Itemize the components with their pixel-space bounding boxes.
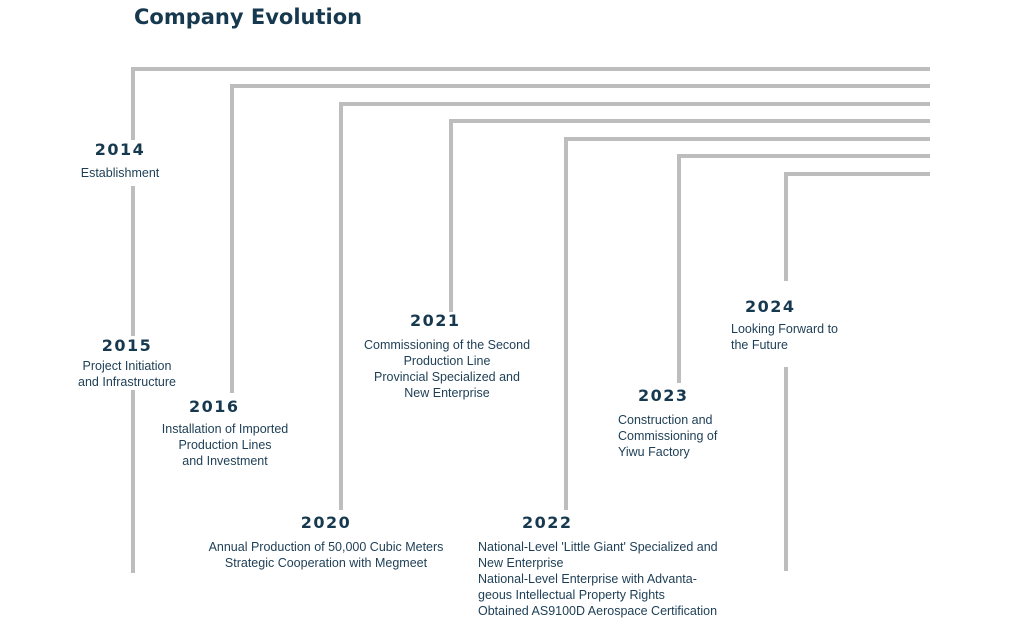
event-year: 2015: [101, 336, 153, 355]
event-2016: [145, 397, 305, 469]
event-desc-line: Installation of Imported: [161, 422, 289, 436]
event-2024: [731, 297, 861, 353]
event-desc-line: New Enterprise: [478, 556, 564, 570]
event-desc-line: National-Level Enterprise with Advanta-: [478, 572, 697, 586]
event-description: [478, 539, 748, 619]
event-year: 2021: [410, 311, 461, 330]
event-desc-line: and Investment: [182, 454, 268, 468]
event-year: 2014: [94, 140, 146, 159]
event-desc-line: Establishment: [70, 165, 170, 181]
event-desc-line: Obtained AS9100D Aerospace Certification: [478, 604, 718, 618]
event-desc-line: Strategic Cooperation with Megmeet: [224, 556, 428, 570]
event-desc-line: Construction and: [618, 413, 713, 427]
event-year: 2024: [745, 297, 796, 316]
event-desc-line: Commissioning of: [618, 429, 718, 443]
connector-2021: [449, 121, 930, 312]
event-desc-line: geous Intellectual Property Rights: [478, 588, 665, 602]
event-desc-line: Project Initiation: [82, 359, 172, 373]
event-desc-line: Production Line: [403, 354, 491, 368]
connector-2024: [784, 174, 930, 571]
event-2023: [618, 386, 748, 460]
event-desc-line: New Enterprise: [404, 386, 490, 400]
event-description: [350, 337, 544, 401]
event-2014: [70, 140, 170, 181]
event-2021: [350, 311, 544, 401]
event-desc-line: Yiwu Factory: [618, 445, 690, 459]
event-desc-line: and Infrastructure: [78, 375, 176, 389]
event-desc-line: Annual Production of 50,000 Cubic Meters: [208, 540, 444, 554]
event-description: [70, 165, 170, 181]
event-desc-line: Looking Forward to: [731, 322, 839, 336]
event-description: [731, 321, 861, 353]
event-year: 2022: [522, 513, 573, 532]
event-2020: [190, 513, 462, 571]
event-description: [190, 539, 462, 571]
event-year: 2020: [300, 513, 352, 532]
event-desc-line: Production Lines: [178, 438, 272, 452]
event-description: [60, 358, 194, 390]
event-desc-line: the Future: [731, 338, 788, 352]
event-desc-line: Commissioning of the Second: [363, 338, 531, 352]
event-desc-line: Provincial Specialized and: [374, 370, 520, 384]
event-year: 2016: [189, 397, 240, 416]
event-description: [618, 412, 748, 460]
event-year: 2023: [638, 386, 689, 405]
event-2022: [478, 513, 748, 619]
page-title: Company Evolution: [134, 5, 363, 29]
event-description: [145, 421, 305, 469]
event-desc-line: National-Level 'Little Giant' Specialized and: [478, 540, 718, 554]
event-2015: [60, 336, 194, 390]
